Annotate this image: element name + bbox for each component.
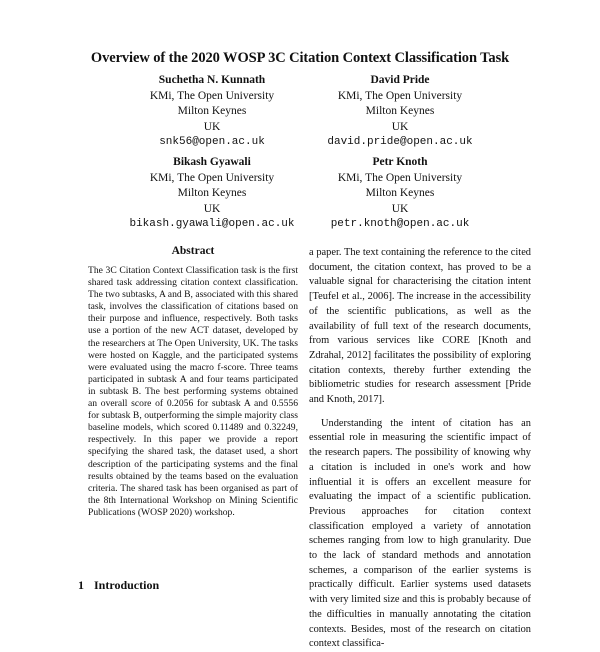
body-paragraph: a paper. The text containing the reference to the cited document, the citation context, has proved to be a valuable signal for characterising the citation intent [Teufel et al., 2006]. The increase in the accessibility of the scientific publications, as well as the availability of full text of the research documents, from various services like CORE [Knoth and Zdrahal, 2012] facilitates the possibility of exploring citation contexts, thereby further extending the bibliometric studies for research assessment [Pride and Knoth, 2017]. — [309, 247, 531, 406]
author-country: UK — [391, 120, 409, 133]
author-country: UK — [203, 120, 221, 133]
section-number: 1 — [78, 578, 84, 592]
abstract-heading: Abstract — [171, 245, 215, 257]
author-name: Suchetha N. Kunnath — [158, 74, 266, 86]
author-email: david.pride@open.ac.uk — [327, 136, 473, 148]
author-country: UK — [203, 202, 221, 215]
author-name: David Pride — [370, 74, 430, 86]
author-city: Milton Keynes — [365, 105, 435, 117]
author-name: Petr Knoth — [372, 156, 428, 168]
section-heading — [78, 578, 159, 593]
author-affiliation: KMi, The Open University — [149, 171, 275, 184]
author-block — [280, 155, 520, 233]
right-column — [309, 246, 531, 652]
author-email: bikash.gyawali@open.ac.uk — [129, 218, 295, 230]
author-affiliation: KMi, The Open University — [337, 89, 463, 102]
body-paragraph: Understanding the intent of citation has an essential role in measuring the scientific impact of the research papers. The possibility of knowing why a citation is included in one's work and how influential it is offers an excellent measure for evaluating the impact of a scientific publication. Previous approaches for citation context classification employed a variety of annotation schemes ranging from low to high granularity. Due to the lack of standard methods and annotation schemes, a comparison of the earlier systems is practically difficult. Earlier systems used datasets with very limited size and this is probably because of the difficulties in manually annotating the citation contexts. Besides, most of the research on citation context classifica- — [309, 417, 531, 650]
author-country: UK — [391, 202, 409, 215]
author-city: Milton Keynes — [177, 187, 247, 199]
author-block — [280, 73, 520, 151]
author-email: petr.knoth@open.ac.uk — [330, 218, 470, 230]
section-title: Introduction — [94, 578, 160, 592]
abstract-text: The 3C Citation Context Classification task is the first shared task addressing citation context classification. The two subtasks, A and B, associated with this shared task, involves the classification of citations based on their purpose and influence, respectively. Both tasks use a portion of the new ACT dataset, developed by the researchers at The Open University, UK. The tasks were hosted on Kaggle, and the participated systems were evaluated using the macro f-score. Three teams participated in subtask A and four teams participated in subtask B. The best performing systems obtained an overall score of 0.2056 for subtask A and 0.5556 for subtask B, outperforming the simple majority class baseline models, which scored 0.11489 and 0.32249, respectively. In this paper we provide a report specifying the shared task, the dataset used, a short description of the participating systems and the final results obtained by the teams based on the evaluation criteria. The shared task has been organised as part of the 8th International Workshop on Mining Scientific Publications (WOSP 2020) workshop. — [88, 265, 298, 518]
author-city: Milton Keynes — [365, 187, 435, 199]
author-affiliation: KMi, The Open University — [149, 89, 275, 102]
paper-title: Overview of the 2020 WOSP 3C Citation Context Classification Task — [90, 50, 510, 66]
author-email: snk56@open.ac.uk — [159, 136, 265, 148]
author-city: Milton Keynes — [177, 105, 247, 117]
author-affiliation: KMi, The Open University — [337, 171, 463, 184]
author-name: Bikash Gyawali — [173, 156, 251, 168]
